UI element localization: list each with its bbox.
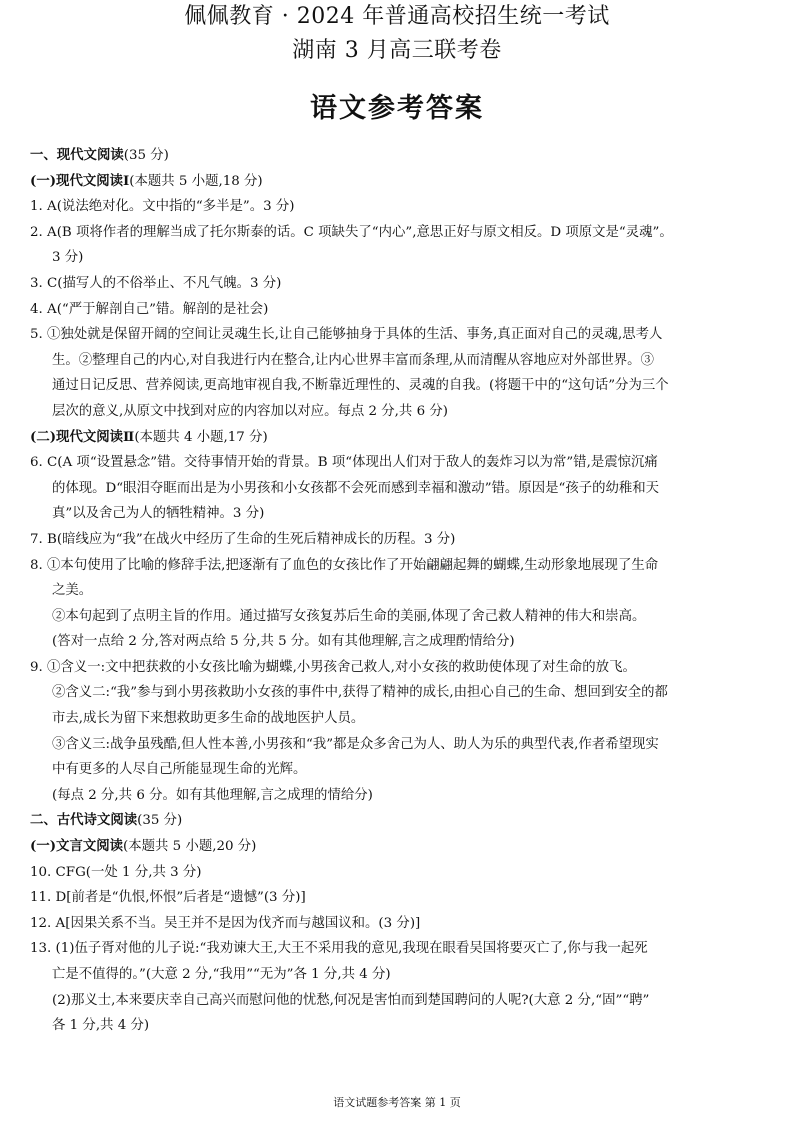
answer-line: ②本句起到了点明主旨的作用。通过描写女孩复苏后生命的美丽,体现了舍己救人精神的伟大和崇高。: [52, 608, 646, 624]
answer-line: 5. ①独处就是保留开阔的空间让灵魂生长,让自己能够抽身于具体的生活、事务,真正面对自己的灵魂,思考人: [30, 327, 663, 343]
answer-line: 4. A(“严于解剖自己”错。解剖的是社会): [30, 301, 269, 317]
answer-line: 亡是不值得的。”(大意 2 分,“我用”“无为”各 1 分,共 4 分): [52, 967, 391, 982]
answer-line: (答对一点给 2 分,答对两点给 5 分,共 5 分。如有其他理解,言之成理酌情给分): [52, 634, 515, 650]
answer-line: 通过日记反思、营养阅读,更高地审视自我,不断靠近理性的、灵魂的自我。(将题干中的“这句话”分为三个: [52, 378, 669, 394]
answer-line: 9. ①含义一:文中把获救的小女孩比喻为蝴蝶,小男孩舍己救人,对小女孩的救助使体现了对生命的放飞。: [30, 659, 636, 675]
answer-line: 市去,成长为留下来想救助更多生命的战地医护人员。: [52, 711, 365, 727]
section-heading: 二、古代诗文阅读(35 分): [30, 812, 183, 829]
answer-line: 生。②整理自己的内心,对自我进行内在整合,让内心世界丰富而条理,从而清醒从容地应对外部世界。③: [52, 352, 654, 368]
answer-line: 6. C(A 项“设置悬念”错。交待事情开始的背景。B 项“体现出人们对于敌人的轰炸习以为常”错,是震惊沉痛: [30, 455, 658, 471]
exam-header-line1: 佩佩教育 · 2024 年普通高校招生统一考试: [184, 4, 610, 29]
answer-line: 之美。: [52, 583, 93, 599]
answer-line: 真”以及舍己为人的牺牲精神。3 分): [52, 506, 265, 522]
answer-line: 3 分): [52, 250, 84, 266]
subsection-heading: (二)现代文阅读Ⅱ(本题共 4 小题,17 分): [30, 428, 268, 445]
section-heading: 一、现代文阅读(35 分): [30, 147, 169, 163]
answer-line: (2)那义士,本来要庆幸自己高兴而慰问他的忧愁,何况是害怕而到楚国聘问的人呢?(大意 2 分,“固”“聘”: [52, 992, 650, 1008]
answer-line: 12. A[因果关系不当。吴王并不是因为伐齐而与越国议和。(3 分)]: [30, 915, 421, 931]
answer-line: 8. ①本句使用了比喻的修辞手法,把逐渐有了血色的女孩比作了开始翩翩起舞的蝴蝶,生动形象地展现了生命: [30, 557, 659, 573]
answer-line: 7. B(暗线应为“我”在战火中经历了生命的生死后精神成长的历程。3 分): [30, 531, 456, 547]
answer-line: (每点 2 分,共 6 分。如有其他理解,言之成理的情给分): [52, 787, 373, 803]
subsection-heading: (一)现代文阅读Ⅰ(本题共 5 小题,18 分): [30, 172, 263, 189]
answer-line: 各 1 分,共 4 分): [52, 1018, 150, 1034]
page-title: 语文参考答案: [310, 93, 484, 124]
answer-content: [30, 143, 770, 1039]
answer-line: 中有更多的人尽自己所能显现生命的光辉。: [52, 762, 307, 778]
answer-line: 层次的意义,从原文中找到对应的内容加以对应。每点 2 分,共 6 分): [52, 403, 448, 419]
answer-line: ③含义三:战争虽残酷,但人性本善,小男孩和“我”都是众多舍己为人、助人为乐的典型代表,作者希望现实: [52, 736, 659, 752]
subsection-heading: (一)文言文阅读(本题共 5 小题,20 分): [30, 838, 257, 855]
answer-line: ②含义二:“我”参与到小男孩救助小女孩的事件中,获得了精神的成长,由担心自己的生命、想回到安全的都: [52, 685, 668, 701]
page-footer: 语文试题参考答案 第 1 页: [333, 1096, 461, 1109]
answer-line: 13. (1)伍子胥对他的儿子说:“我劝谏大王,大王不采用我的意见,我现在眼看吴国将要灭亡了,你与我一起死: [30, 941, 648, 957]
answer-line: 2. A(B 项将作者的理解当成了托尔斯泰的话。C 项缺失了“内心”,意思正好与原文相反。D 项原文是“灵魂”。: [30, 224, 673, 240]
answer-line: 3. C(描写人的不俗举止、不凡气魄。3 分): [30, 275, 282, 291]
answer-line: 1. A(说法绝对化。文中指的“多半是”。3 分): [30, 199, 295, 215]
answer-line: 的体现。D“眼泪夺眶而出是为小男孩和小女孩都不会死而感到幸福和激动”错。原因是“孩子的幼稚和天: [52, 480, 660, 496]
exam-header-line2: 湖南 3 月高三联考卷: [292, 38, 502, 63]
answer-line: 10. CFG(一处 1 分,共 3 分): [30, 864, 202, 880]
answer-line: 11. D[前者是“仇恨,怀恨”后者是“遗憾”(3 分)]: [30, 890, 306, 906]
